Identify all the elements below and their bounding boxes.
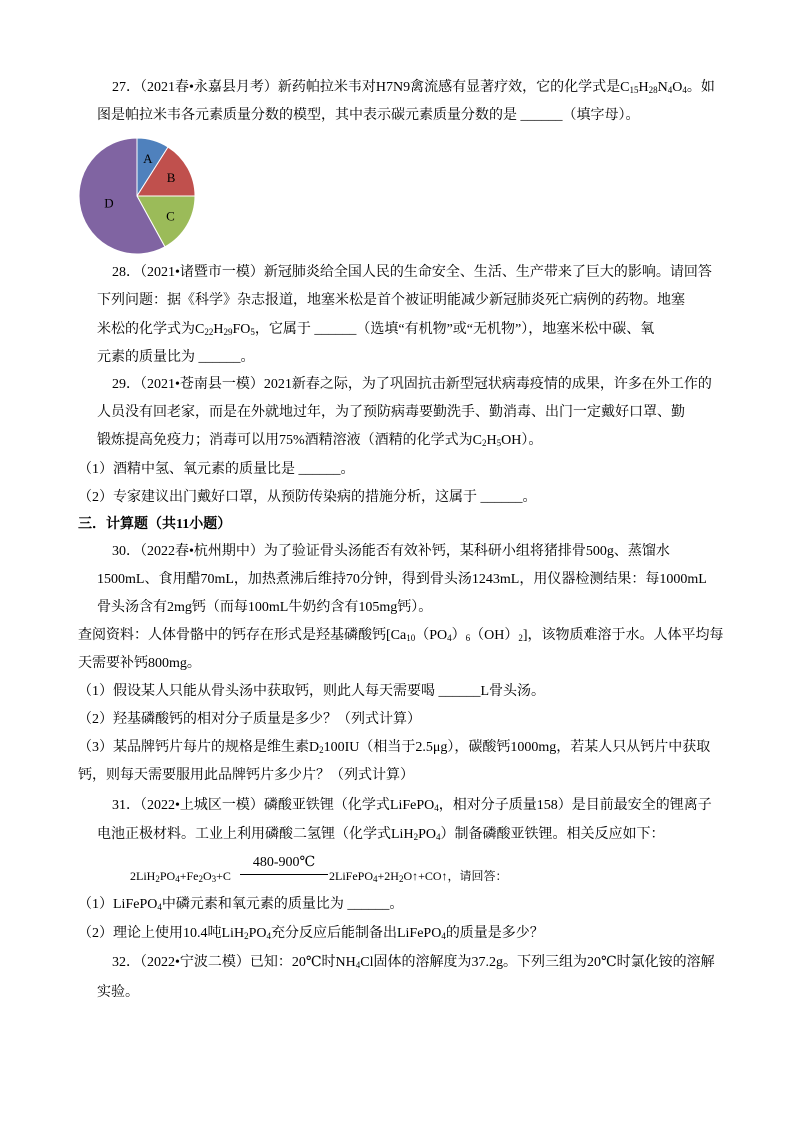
text-run: 2LiH [130,869,156,883]
q30-line-3 [97,598,432,618]
text-run: （2）羟基磷酸钙的相对分子质量是多少？（列式计算） [78,712,421,727]
text-run: 28．（2021•诸暨市一模）新冠肺炎给全国人民的生命安全、生活、生产带来了巨大的影响。请回答 [112,265,712,280]
text-run: +C [216,869,231,883]
subscript: 2 [482,438,487,448]
q30-reference-line-2 [78,654,201,674]
q30-line-2 [97,570,707,590]
text-run: PO [418,827,436,842]
subscript: 2 [319,745,324,755]
q30-subquestion-3 [78,738,710,758]
text-run: O [202,869,212,883]
q28-line-2 [97,291,685,311]
q27-line-1 [112,78,715,98]
text-run: 米松的化学式为C [97,322,205,337]
text-run: （2）专家建议出门戴好口罩，从预防传染病的措施分析，这属于 ______。 [78,490,537,505]
text-run: 骨头汤含有2mg钙（而每100mL牛奶约含有105mg钙）。 [97,600,433,615]
subscript: 4 [266,931,271,941]
text-run: 充分反应后能制备出LiFePO [270,926,442,941]
q28-line-1 [112,263,712,283]
subscript: 5 [250,327,255,337]
text-run: 31．（2022•上城区一模）磷酸亚铁锂（化学式LiFePO [112,798,435,813]
subscript: 3 [211,874,217,884]
text-run: 29．（2021•苍南县一模）2021新春之际，为了巩固抗击新型冠状病毒疫情的成果，许多在外工作的 [112,377,712,392]
text-run: ，相对分子质量158）是目前最安全的锂离子 [438,798,712,813]
text-run: 下列问题：据《科学》杂志报道，地塞米松是首个被证明能减少新冠肺炎死亡病例的药物。地塞 [97,293,685,308]
text-run: ）制备磷酸亚铁锂。相关反应如下： [440,827,665,842]
text-run: FO [232,322,251,337]
text-run: 电池正极材料。工业上利用磷酸二氢锂（化学式LiH [97,827,414,842]
subscript: 28 [648,85,658,95]
pie-label-d: D [104,195,114,211]
text-run: ，它属于 ______（选填“有机物”或“无机物”），地塞米松中碳、氧 [254,322,655,337]
text-run: 元素的质量比为 ______。 [97,350,255,365]
pie-slices [79,138,195,254]
text-run: 天需要补钙800mg。 [78,656,201,671]
text-run: PO [248,926,267,941]
text-run: +Fe [179,869,199,883]
q30-subquestion-2 [78,710,421,730]
text-run: H [213,322,224,337]
subscript: 2 [198,874,203,884]
text-run: 30．（2022春•杭州期中）为了验证骨头汤能否有效补钙，某科研小组将猪排骨500g、蒸馏水 [112,544,670,559]
q32-line-2 [97,983,139,1003]
q28-line-3 [97,320,654,340]
text-run: 实验。 [97,985,139,1000]
reaction-reactants [130,867,231,885]
text-run: 27．（2021春•永嘉县月考）新药帕拉米韦对H7N9禽流感有显著疗效，它的化学式是C [112,80,630,95]
text-run: ]，该物质难溶于水。人体平均每 [522,628,724,643]
subscript: 4 [435,832,441,842]
q31-line-2 [97,825,664,845]
subscript: 4 [175,874,180,884]
q32-line-1 [112,953,715,973]
text-run: 中磷元素和氧元素的质量比为 ______。 [161,897,404,912]
subscript: 4 [157,902,162,912]
text-run: 锻炼提高免疫力；消毒可以用75%酒精溶液（酒精的化学式为C [97,433,482,448]
subscript: 4 [355,960,361,970]
text-run: 100IU（相当于2.5μg），碳酸钙1000mg，若某人只从钙片中获取 [323,740,711,755]
subscript: 4 [682,85,687,95]
subscript: 2 [398,874,404,884]
text-run: 钙，则每天需要服用此品牌钙片多少片？（列式计算） [78,768,414,783]
subscript: 2 [518,633,523,643]
element-mass-fraction-pie-chart [78,137,196,255]
text-run: OH）。 [501,433,543,448]
q30-line-1 [112,542,670,562]
subscript: 29 [223,327,233,337]
q31-subquestion-2 [78,924,544,944]
subscript: 22 [204,327,214,337]
q30-reference-line-1 [78,626,724,646]
subscript: 2 [413,832,419,842]
text-run: （OH） [470,628,519,643]
pie-label-b: B [166,169,176,185]
q29-line-1 [112,375,712,395]
q31-subquestion-1 [78,895,403,915]
text-run: 32．（2022•宁波二模）已知：20℃时NH [112,955,356,970]
text-run: （PO [415,628,448,643]
subscript: 2 [244,931,249,941]
subscript: 4 [667,85,673,95]
subscript: 4 [373,874,378,884]
text-run: H [486,433,497,448]
subscript: 4 [434,803,439,813]
reaction-condition: 480-900℃ [240,853,328,875]
text-run: N [657,80,668,95]
q29-subquestion-1 [78,460,355,480]
text-run: Cl固体的溶解度为37.2g。下列三组为20℃时氯化铵的溶解 [360,955,715,970]
text-run: 的质量是多少？ [445,926,544,941]
pie-label-a: A [143,151,153,167]
text-run: 2LiFePO [329,869,374,883]
subscript: 10 [406,633,416,643]
text-run: ） [451,628,466,643]
text-run: 图是帕拉米韦各元素质量分数的模型，其中表示碳元素质量分数的是 ______（填字母）。 [97,108,640,123]
q31-line-1 [112,796,712,816]
text-run: （3）某品牌钙片每片的规格是维生素D [78,740,320,755]
text-run: 。如 [686,80,715,95]
text-run: H [638,80,649,95]
text-run: O↑+CO↑，请回答： [403,869,508,883]
pie-label-c: C [166,208,175,224]
q30-subquestion-3-cont [78,766,414,786]
text-run: 查阅资料：人体骨骼中的钙存在形式是羟基磷酸钙[Ca [78,628,407,643]
text-run: O [672,80,683,95]
q29-subquestion-2 [78,488,537,508]
reaction-products [329,867,508,885]
text-run: +2H [377,869,399,883]
text-run: （2）理论上使用10.4吨LiH [78,926,245,941]
text-run: 1500mL、食用醋70mL，加热煮沸后维持70分钟，得到骨头汤1243mL，用仪器检测结果：每1000mL [97,572,707,587]
text-run: PO [159,869,176,883]
q30-subquestion-1 [78,682,545,702]
subscript: 6 [465,633,471,643]
subscript: 5 [496,438,502,448]
q27-line-2 [97,106,640,126]
text-run: （1）酒精中氢、氧元素的质量比是 ______。 [78,462,355,477]
q29-line-2 [97,403,685,423]
q28-line-4 [97,348,255,368]
subscript: 4 [447,633,452,643]
text-run: （1）LiFePO [78,897,158,912]
subscript: 2 [155,874,160,884]
subscript: 4 [441,931,446,941]
q29-line-3 [97,431,542,451]
text-run: （1）假设某人只能从骨头汤中获取钙，则此人每天需要喝 ______L骨头汤。 [78,684,546,699]
subscript: 15 [629,85,639,95]
text-run: 人员没有回老家，而是在外就地过年，为了预防病毒要勤洗手、勤消毒、出门一定戴好口罩、勤 [97,405,685,420]
section-heading-calculation: 三．计算题（共11小题） [78,517,232,532]
